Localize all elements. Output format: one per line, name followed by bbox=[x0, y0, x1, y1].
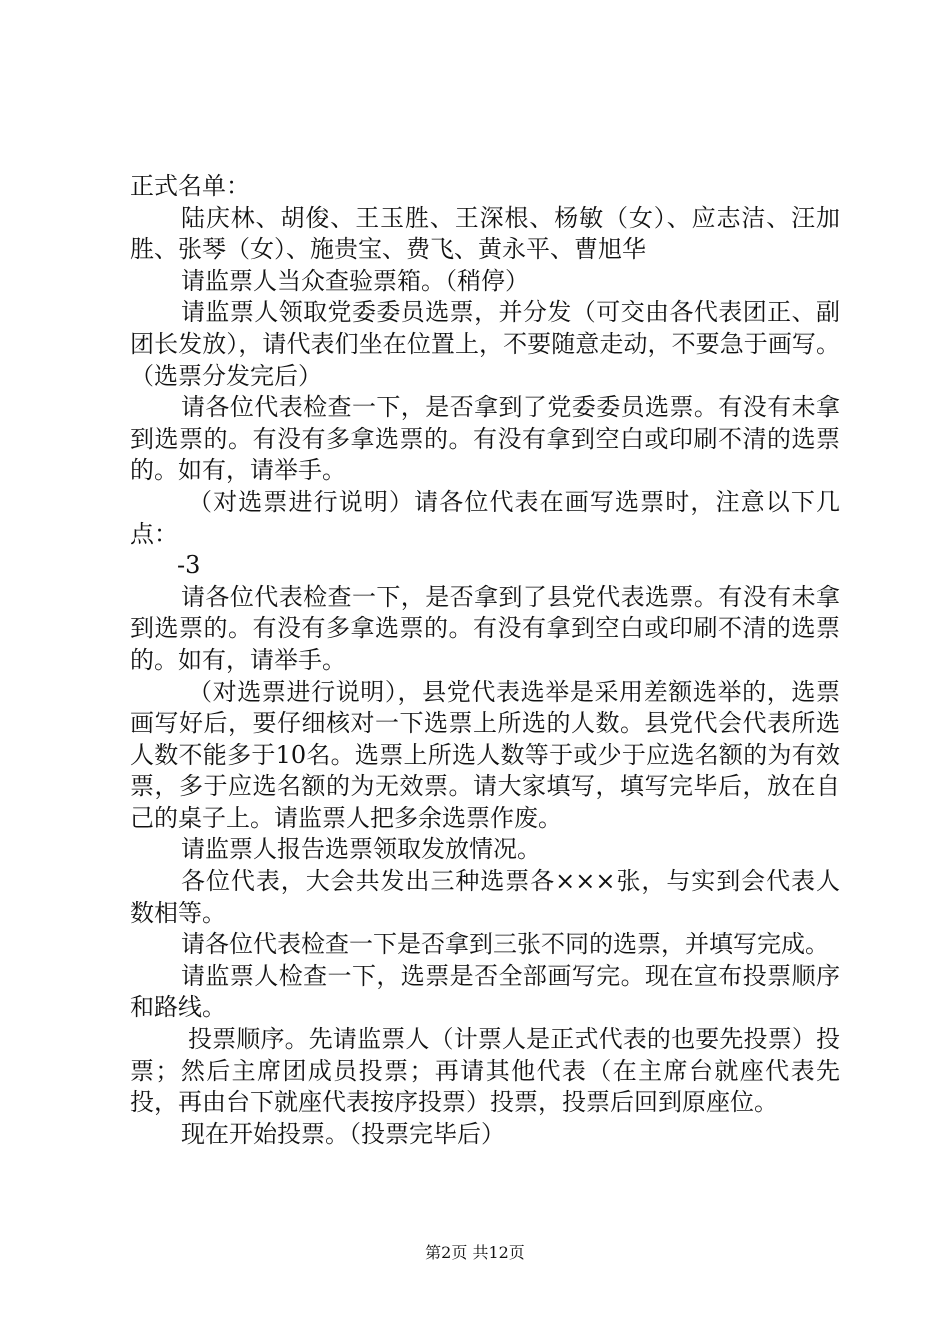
paragraph-check-committee-ballots: 请各位代表检查一下，是否拿到了党委委员选票。有没有未拿到选票的。有没有多拿选票的。有没有拿到空白或印刷不清的选票的。如有，请举手。 bbox=[130, 393, 840, 485]
paragraph-official-list-heading: 正式名单： bbox=[130, 172, 250, 200]
document-body bbox=[130, 171, 840, 1150]
paragraph-voting-order: 投票顺序。先请监票人（计票人是正式代表的也要先投票）投票；然后主席团成员投票；再请其他代表（在主席台就座代表先投，再由台下就座代表按序投票）投票，投票后回到原座位。 bbox=[130, 1025, 840, 1117]
paragraph-candidate-names: 陆庆林、胡俊、王玉胜、王深根、杨敏（女）、应志洁、汪加胜、张琴（女）、施贵宝、费飞、黄永平、曹旭华 bbox=[130, 203, 840, 264]
inline-page-number: -3 bbox=[177, 551, 201, 580]
paragraph-announce-voting-route: 请监票人检查一下，选票是否全部画写完。现在宣布投票顺序和路线。 bbox=[130, 961, 840, 1022]
page-indicator: 第2页 共12页 bbox=[425, 1243, 525, 1262]
paragraph-check-county-ballots: 请各位代表检查一下，是否拿到了县党代表选票。有没有未拿到选票的。有没有多拿选票的。有没有拿到空白或印刷不清的选票的。如有，请举手。 bbox=[130, 582, 840, 674]
page-footer bbox=[0, 1243, 950, 1263]
paragraph-check-three-ballots: 请各位代表检查一下是否拿到三张不同的选票，并填写完成。 bbox=[181, 930, 829, 959]
paragraph-start-voting: 现在开始投票。（投票完毕后） bbox=[181, 1119, 505, 1148]
paragraph-inspect-ballot-box: 请监票人当众查验票箱。（稍停） bbox=[181, 266, 529, 295]
paragraph-ballot-instructions: （对选票进行说明）请各位代表在画写选票时，注意以下几点： bbox=[130, 487, 840, 548]
paragraph-distribute-committee-ballots: 请监票人领取党委委员选票，并分发（可交由各代表团正、副团长发放），请代表们坐在位置上，不要随意走动，不要急于画写。（选票分发完后） bbox=[130, 298, 840, 390]
paragraph-county-ballot-explanation: （对选票进行说明），县党代表选举是采用差额选举的，选票画写好后，要仔细核对一下选票上所选的人数。县党代会代表所选人数不能多于10名。选票上所选人数等于或少于应选名额的为有效票，多于应选名额的为无效票。请大家填写，填写完毕后，放在自己的桌子上。请监票人把多余选票作废。 bbox=[130, 677, 840, 832]
paragraph-ballots-issued: 各位代表，大会共发出三种选票各×××张，与实到会代表人数相等。 bbox=[130, 867, 840, 927]
paragraph-report-ballot-distribution: 请监票人报告选票领取发放情况。 bbox=[181, 835, 541, 864]
